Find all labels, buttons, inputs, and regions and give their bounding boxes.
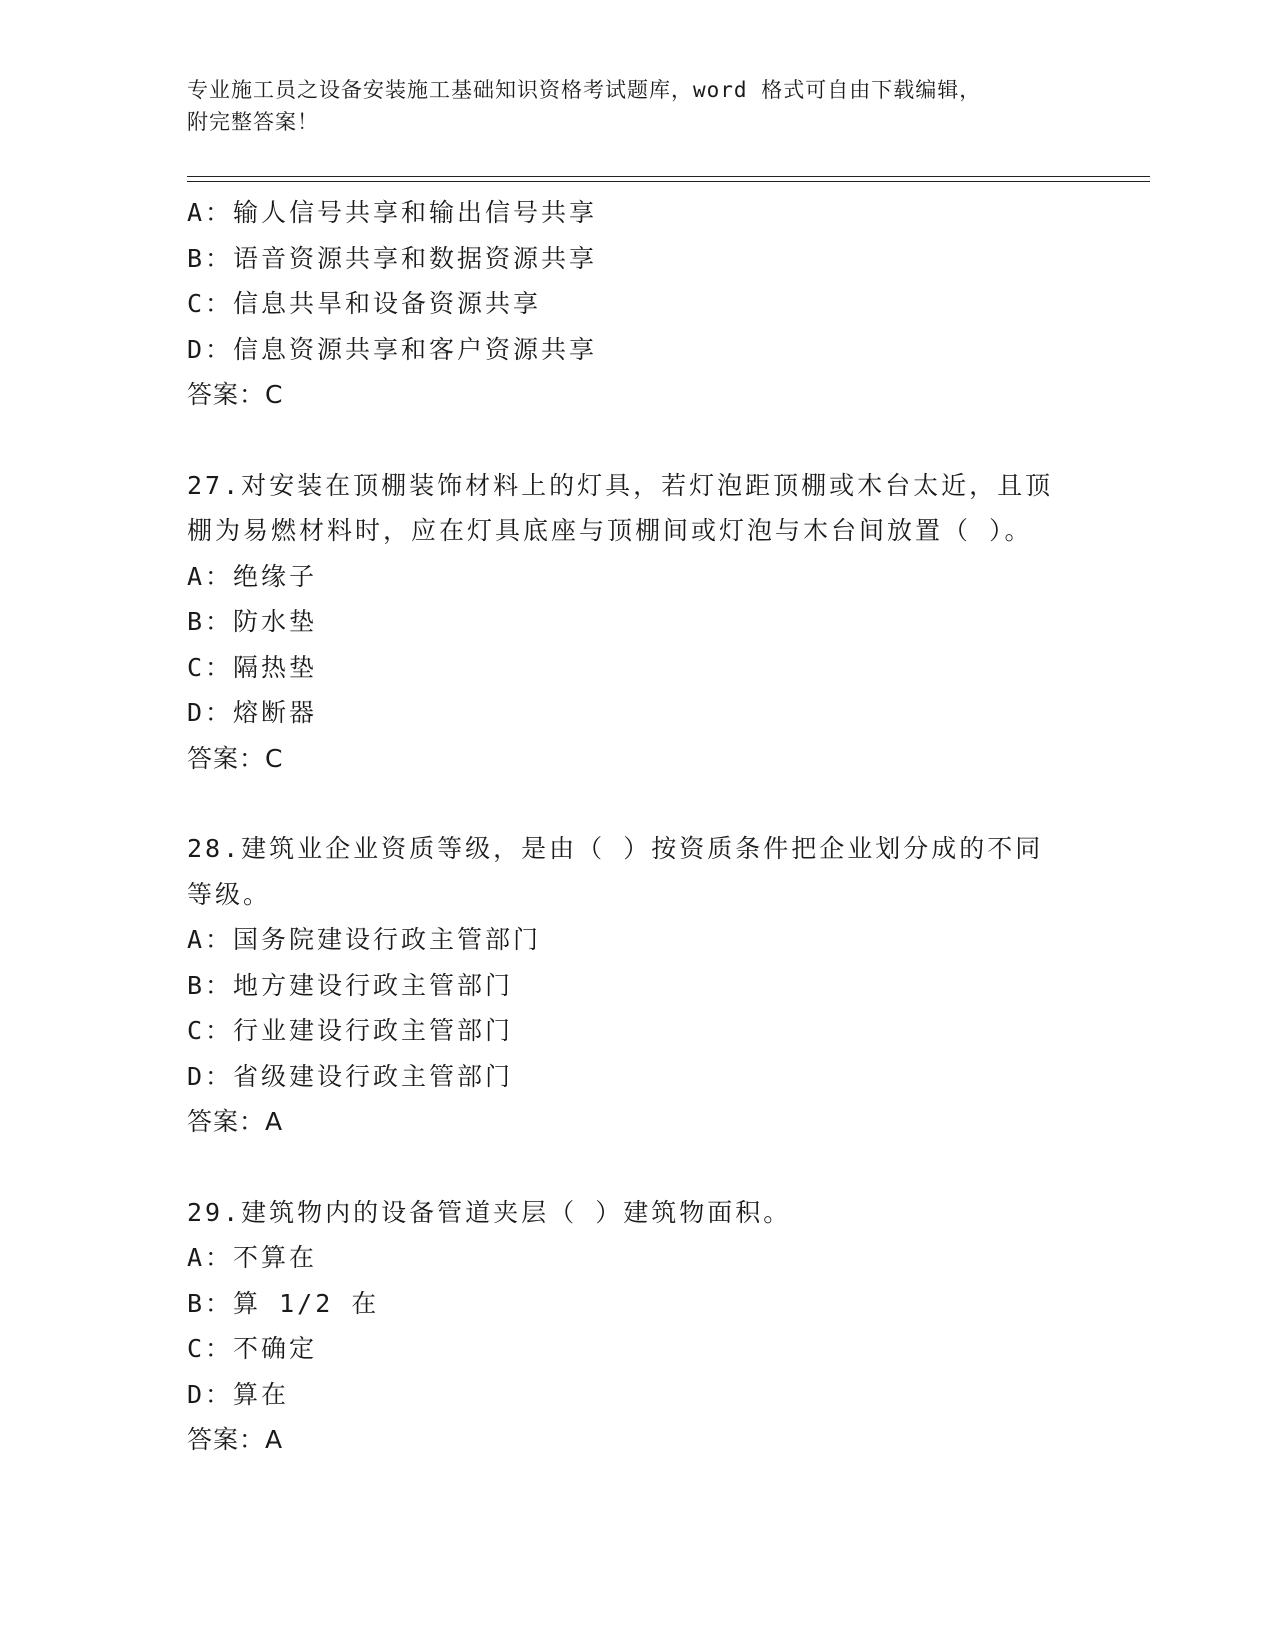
question-27 [187,463,1087,782]
option-a: A：国务院建设行政主管部门 [187,925,542,954]
option-a: A：不算在 [187,1243,318,1272]
answer: 答案：C [187,380,284,409]
answer: 答案：C [187,743,284,773]
question-text: 28.建筑业企业资质等级，是由（ ）按资质条件把企业划分成的不同等级。 [187,834,1044,909]
question-text: 29.建筑物内的设备管道夹层（ ）建筑物面积。 [187,1197,792,1227]
question-26 [187,190,1087,418]
answer: 答案：A [187,1425,284,1454]
header-divider-bottom [187,181,1150,182]
option-a: A：输人信号共享和输出信号共享 [187,198,598,227]
option-d: D：算在 [187,1379,290,1409]
document-header [187,74,1087,138]
option-a: A：绝缘子 [187,561,318,591]
option-b: B：防水垫 [187,607,318,636]
option-c: C：隔热垫 [187,652,318,682]
question-29 [187,1190,1087,1463]
question-text: 27.对安装在顶棚装饰材料上的灯具，若灯泡距顶棚或木台太近，且顶棚为易燃材料时，应在灯具底座与顶棚间或灯泡与木台间放置（ ）。 [187,470,1054,545]
option-c: C：行业建设行政主管部门 [187,1016,514,1045]
option-b: B：语音资源共享和数据资源共享 [187,243,598,273]
option-d: D：信息资源共享和客户资源共享 [187,334,598,364]
question-28 [187,826,1087,1145]
option-b: B：地方建设行政主管部门 [187,970,514,1000]
option-c: C：信息共旱和设备资源共享 [187,289,542,318]
header-divider-top [187,176,1150,177]
header-line-2: 附完整答案！ [187,110,319,134]
option-d: D：省级建设行政主管部门 [187,1061,514,1091]
answer: 答案：A [187,1107,284,1136]
option-b: B：算 1/2 在 [187,1288,380,1318]
question-list [187,190,1087,1463]
option-c: C：不确定 [187,1334,318,1363]
header-line-1: 专业施工员之设备安装施工基础知识资格考试题库，word 格式可自由下载编辑， [187,78,982,102]
option-d: D：熔断器 [187,698,318,727]
